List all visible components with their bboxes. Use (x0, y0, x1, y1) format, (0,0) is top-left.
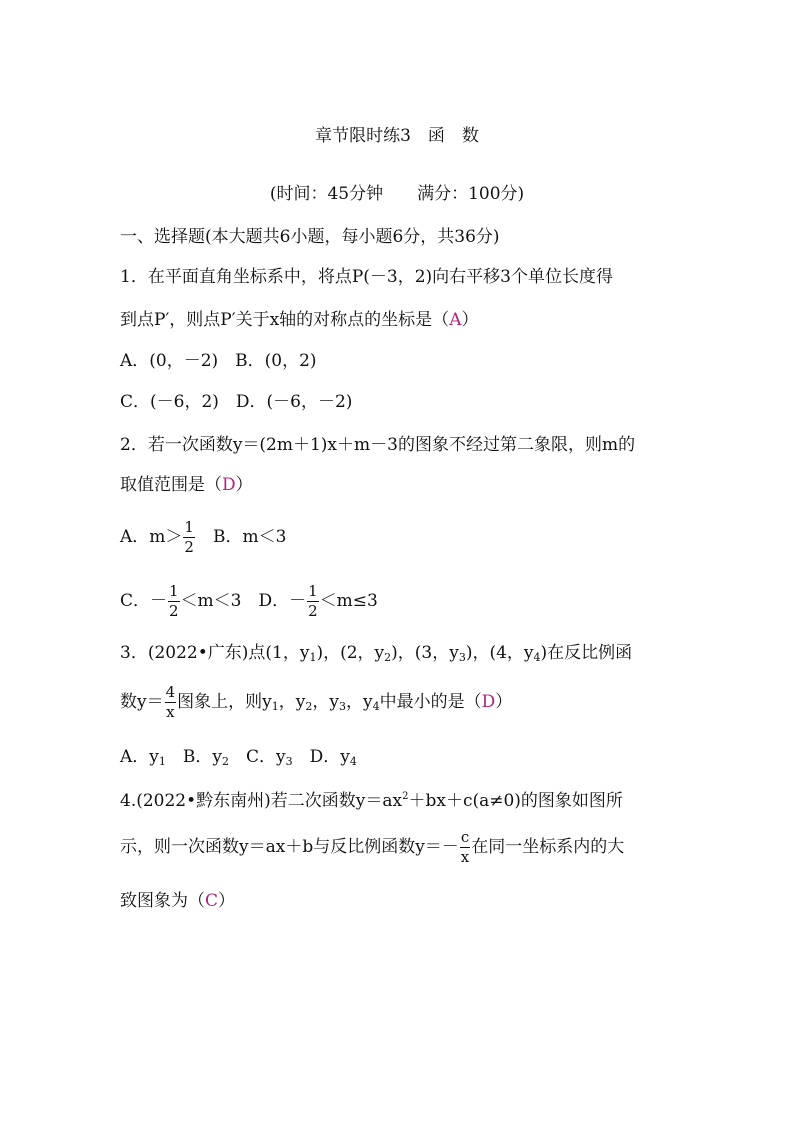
q2-options-ab (120, 512, 286, 562)
q3-stem-line2 (120, 677, 512, 732)
fraction (307, 584, 319, 619)
q4-answer: C (205, 891, 219, 911)
q3-option-d: D．y (292, 747, 350, 767)
q3-text: )，(2，y (316, 643, 385, 663)
q3-close-paren: ） (495, 692, 513, 712)
fraction (460, 830, 470, 865)
q2-option-d-post: ＜m≤3 (319, 591, 378, 611)
q1-stem-line1: 1．在平面直角坐标系中，将点P(－3，2)向右平移3个单位长度得 (120, 267, 613, 287)
fraction-numerator: c (460, 828, 470, 846)
q3-answer: D (481, 692, 496, 712)
fraction-denominator: x (166, 703, 175, 721)
subscript: 4 (349, 755, 357, 768)
q3-option-a: A．y (120, 747, 159, 767)
q1-stem-line2 (120, 308, 478, 332)
q3-text: 中最小的是（ (379, 692, 482, 712)
fraction-numerator: 4 (165, 683, 176, 701)
q3-text: )，(3，y (391, 643, 459, 663)
subscript: 1 (309, 651, 317, 664)
q1-answer: A (449, 310, 462, 330)
q4-close-paren: ） (218, 891, 236, 911)
fraction-numerator: 1 (308, 582, 318, 600)
q2-stem-line1: 2．若一次函数y＝(2m＋1)x＋m－3的图象不经过第二象限，则m的 (120, 435, 636, 455)
q3-text: )，(4，y (465, 643, 534, 663)
q4-stem-line3 (120, 889, 235, 913)
q2-options-cd (120, 576, 378, 626)
q4-text: 在同一坐标系内的大 (471, 837, 625, 857)
q2-stem-text: 取值范围是（ (120, 475, 222, 495)
fraction (183, 520, 195, 555)
q3-stem-line1 (120, 641, 632, 670)
q3-text: ，y (345, 692, 373, 712)
q3-option-b: B．y (165, 747, 222, 767)
subscript: 3 (285, 755, 293, 768)
q4-text: ＋bx＋c(a≠0)的图象如图所 (408, 791, 623, 811)
superscript: 2 (402, 791, 409, 802)
fraction-denominator: 2 (308, 602, 318, 620)
subscript: 4 (372, 700, 380, 713)
q4-text: 示，则一次函数y＝ax＋b与反比例函数y＝－ (120, 837, 459, 857)
section-heading: 一、选择题(本大题共6小题，每小题6分，共36分) (120, 227, 500, 247)
subscript: 2 (384, 651, 392, 664)
q2-answer: D (222, 475, 236, 495)
q2-stem-line2 (120, 473, 253, 497)
q2-option-a: A．m＞ (120, 527, 183, 547)
subscript: 3 (458, 651, 466, 664)
time-score-info: (时间：45分钟 满分：100分) (269, 184, 525, 204)
subscript: 4 (533, 651, 541, 664)
fraction-numerator: 1 (184, 518, 194, 536)
subscript: 1 (158, 755, 166, 768)
q3-text: 数y＝ (120, 692, 164, 712)
q1-close-paren: ） (461, 310, 479, 330)
fraction-denominator: 2 (169, 602, 179, 620)
subscript: 3 (338, 700, 346, 713)
q4-stem-line2 (120, 822, 624, 872)
q3-text: ，y (312, 692, 339, 712)
q4-stem-line1 (120, 785, 623, 813)
q4-text: 致图象为（ (120, 891, 205, 911)
q2-option-c-post: ＜m＜3 D．－ (180, 591, 307, 611)
q1-stem-text: 到点P′，则点P′关于x轴的对称点的坐标是（ (120, 310, 450, 330)
fraction (165, 685, 177, 720)
subscript: 2 (305, 700, 313, 713)
subscript: 1 (271, 700, 279, 713)
q3-option-c: C．y (229, 747, 286, 767)
q3-options (120, 745, 357, 774)
q1-options-ab: A．(0，－2) B．(0，2) (120, 351, 317, 371)
q2-close-paren: ） (235, 475, 253, 495)
q2-option-b: B．m＜3 (195, 527, 287, 547)
q3-text: 3．(2022•广东)点(1，y (120, 643, 310, 663)
q4-text: 4.(2022•黔东南州)若二次函数y＝ax (120, 791, 403, 811)
subscript: 2 (222, 755, 229, 768)
fraction (168, 584, 180, 619)
fraction-denominator: x (460, 848, 470, 866)
page-title: 章节限时练3 函 数 (315, 126, 479, 146)
fraction-denominator: 2 (184, 538, 194, 556)
fraction-numerator: 1 (169, 582, 179, 600)
q3-text: ，y (278, 692, 306, 712)
q2-option-c: C．－ (120, 591, 168, 611)
q1-options-cd: C．(－6，2) D．(－6，－2) (120, 392, 353, 412)
q3-text: )在反比例函 (540, 643, 633, 663)
q3-text: 图象上，则y (177, 692, 272, 712)
